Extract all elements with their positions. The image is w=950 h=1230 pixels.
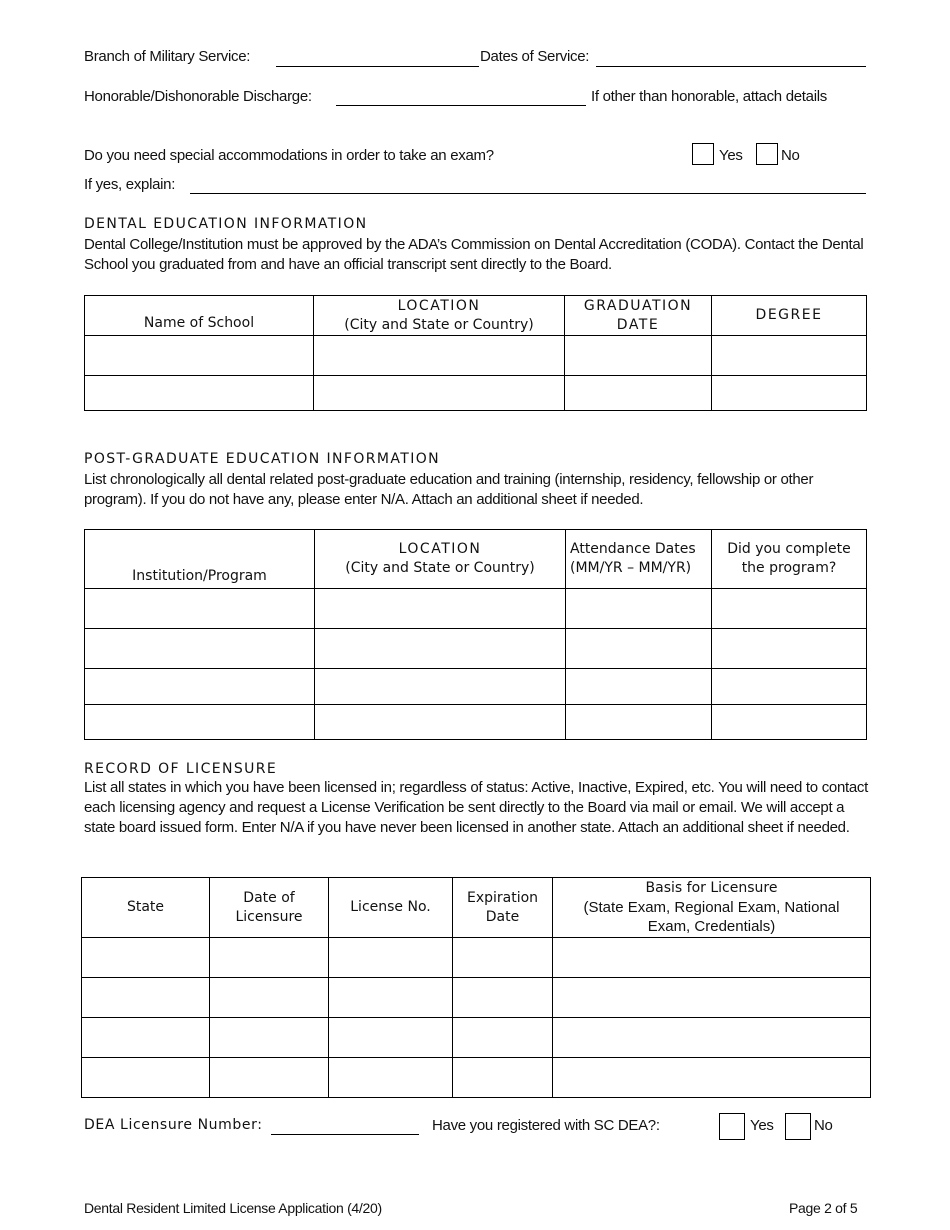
table-cell[interactable] bbox=[553, 1018, 871, 1058]
branch-label: Branch of Military Service: bbox=[84, 48, 251, 65]
table-row bbox=[85, 589, 867, 629]
dea-no-label: No bbox=[814, 1117, 833, 1134]
table-cell[interactable] bbox=[82, 978, 210, 1018]
col-basis-title: Basis for Licensure bbox=[645, 880, 778, 896]
table-cell[interactable] bbox=[210, 1018, 329, 1058]
col-graduation-title: GRADUATION bbox=[583, 297, 693, 314]
licensure-heading: RECORD OF LICENSURE bbox=[84, 761, 278, 777]
table-cell[interactable] bbox=[553, 978, 871, 1018]
col-location-title: LOCATION bbox=[397, 297, 481, 314]
dates-of-service-label: Dates of Service: bbox=[480, 48, 590, 65]
branch-field[interactable] bbox=[276, 66, 479, 67]
table-cell[interactable] bbox=[314, 336, 565, 376]
table-cell[interactable] bbox=[82, 1018, 210, 1058]
post-graduate-table bbox=[84, 529, 867, 740]
table-header-row bbox=[85, 530, 867, 589]
table-cell[interactable] bbox=[712, 629, 867, 669]
col-expiration-date bbox=[453, 878, 553, 938]
table-cell[interactable] bbox=[315, 705, 566, 740]
col-state: State bbox=[82, 878, 210, 938]
table-cell[interactable] bbox=[453, 938, 553, 978]
col-institution-program: Institution/Program bbox=[85, 530, 315, 589]
table-cell[interactable] bbox=[712, 336, 867, 376]
discharge-note: If other than honorable, attach details bbox=[591, 88, 827, 105]
explain-field[interactable] bbox=[190, 193, 866, 194]
table-row bbox=[85, 376, 867, 411]
dea-number-field[interactable] bbox=[271, 1134, 419, 1135]
table-cell[interactable] bbox=[82, 938, 210, 978]
table-row bbox=[85, 629, 867, 669]
discharge-field[interactable] bbox=[336, 105, 586, 106]
table-cell[interactable] bbox=[712, 669, 867, 705]
table-cell[interactable] bbox=[553, 938, 871, 978]
dea-question: Have you registered with SC DEA?: bbox=[432, 1117, 660, 1134]
table-row bbox=[85, 705, 867, 740]
dea-no-checkbox[interactable] bbox=[785, 1113, 811, 1140]
table-cell[interactable] bbox=[712, 376, 867, 411]
table-cell[interactable] bbox=[315, 629, 566, 669]
col-expiration-sub: Date bbox=[485, 908, 520, 925]
table-cell[interactable] bbox=[329, 1058, 453, 1098]
table-cell[interactable] bbox=[85, 336, 314, 376]
table-cell[interactable] bbox=[565, 376, 712, 411]
table-row bbox=[85, 336, 867, 376]
table-row bbox=[82, 1018, 871, 1058]
table-cell[interactable] bbox=[566, 669, 712, 705]
table-cell[interactable] bbox=[85, 705, 315, 740]
table-row bbox=[82, 1058, 871, 1098]
col-date-of-licensure bbox=[210, 878, 329, 938]
col-location-sub: (City and State or Country) bbox=[344, 316, 534, 333]
dates-of-service-field[interactable] bbox=[596, 66, 866, 67]
footer-form-name: Dental Resident Limited License Application (4/20) bbox=[84, 1200, 382, 1216]
table-cell[interactable] bbox=[210, 1058, 329, 1098]
table-cell[interactable] bbox=[565, 336, 712, 376]
col-name-of-school: Name of School bbox=[85, 296, 314, 336]
table-row bbox=[82, 978, 871, 1018]
col-basis-for-licensure bbox=[553, 878, 871, 938]
col-license-no: License No. bbox=[329, 878, 453, 938]
table-cell[interactable] bbox=[85, 669, 315, 705]
table-row bbox=[82, 938, 871, 978]
table-cell[interactable] bbox=[712, 589, 867, 629]
col-location bbox=[315, 530, 566, 589]
table-cell[interactable] bbox=[712, 705, 867, 740]
explain-label: If yes, explain: bbox=[84, 176, 176, 193]
dental-education-table bbox=[84, 295, 867, 411]
col-date-sub: Licensure bbox=[235, 908, 303, 925]
col-graduation-sub: DATE bbox=[616, 316, 660, 333]
footer-page-number: Page 2 of 5 bbox=[789, 1200, 858, 1216]
table-cell[interactable] bbox=[329, 938, 453, 978]
post-graduate-description: List chronologically all dental related post-graduate education and training (internship, residency, fellowship or other program). If you do not have any, please enter N/A. Attach an additional sheet if needed. bbox=[84, 471, 814, 508]
accommodations-yes-label: Yes bbox=[719, 147, 743, 164]
col-completed-sub: the program? bbox=[741, 560, 837, 576]
table-cell[interactable] bbox=[314, 376, 565, 411]
table-cell[interactable] bbox=[329, 978, 453, 1018]
accommodations-no-label: No bbox=[781, 147, 800, 164]
table-row bbox=[85, 669, 867, 705]
dental-education-description: Dental College/Institution must be approved by the ADA’s Commission on Dental Accreditation (CODA). Contact the Dental School you graduated from and have an official transcript sent directly to the Board. bbox=[84, 236, 864, 273]
dea-yes-checkbox[interactable] bbox=[719, 1113, 745, 1140]
col-completed-title: Did you complete bbox=[727, 541, 851, 557]
licensure-description: List all states in which you have been licensed in; regardless of status: Active, Inactive, Expired, etc. You will need to contact each licensing agency and request a License Verification be sent directly to the Board via mail or email. We will accept a state board issued form. Enter N/A if you have never been licensed in another state. Attach an additional sheet if needed. bbox=[84, 779, 868, 836]
table-cell[interactable] bbox=[85, 376, 314, 411]
accommodations-yes-checkbox[interactable] bbox=[692, 143, 714, 165]
col-basis-sub: (State Exam, Regional Exam, National Exam, Credentials) bbox=[583, 899, 840, 935]
discharge-label: Honorable/Dishonorable Discharge: bbox=[84, 88, 312, 105]
table-cell[interactable] bbox=[453, 1058, 553, 1098]
col-expiration-title: Expiration bbox=[466, 889, 539, 906]
dea-number-label: DEA Licensure Number: bbox=[84, 1117, 263, 1133]
table-cell[interactable] bbox=[453, 1018, 553, 1058]
col-attendance-dates: Attendance Dates (MM/YR – MM/YR) bbox=[566, 530, 712, 589]
col-location-title: LOCATION bbox=[398, 541, 482, 557]
dental-education-heading: DENTAL EDUCATION INFORMATION bbox=[84, 216, 368, 232]
table-header-row bbox=[85, 296, 867, 336]
table-cell[interactable] bbox=[566, 705, 712, 740]
accommodations-no-checkbox[interactable] bbox=[756, 143, 778, 165]
table-cell[interactable] bbox=[329, 1018, 453, 1058]
col-graduation-date bbox=[565, 296, 712, 336]
table-cell[interactable] bbox=[553, 1058, 871, 1098]
table-cell[interactable] bbox=[453, 978, 553, 1018]
table-cell[interactable] bbox=[82, 1058, 210, 1098]
col-location-sub: (City and State or Country) bbox=[345, 560, 535, 576]
post-graduate-heading: POST-GRADUATE EDUCATION INFORMATION bbox=[84, 451, 441, 467]
col-date-title: Date of bbox=[243, 889, 295, 906]
table-header-row bbox=[82, 878, 871, 938]
table-cell[interactable] bbox=[210, 938, 329, 978]
table-cell[interactable] bbox=[315, 589, 566, 629]
table-cell[interactable] bbox=[210, 978, 329, 1018]
accommodations-question: Do you need special accommodations in order to take an exam? bbox=[84, 147, 494, 164]
col-degree: DEGREE bbox=[712, 296, 867, 336]
licensure-table bbox=[81, 877, 871, 1098]
col-location bbox=[314, 296, 565, 336]
table-cell[interactable] bbox=[85, 589, 315, 629]
table-cell[interactable] bbox=[85, 629, 315, 669]
table-cell[interactable] bbox=[566, 629, 712, 669]
dea-yes-label: Yes bbox=[750, 1117, 774, 1134]
table-cell[interactable] bbox=[315, 669, 566, 705]
col-completed bbox=[712, 530, 867, 589]
table-cell[interactable] bbox=[566, 589, 712, 629]
